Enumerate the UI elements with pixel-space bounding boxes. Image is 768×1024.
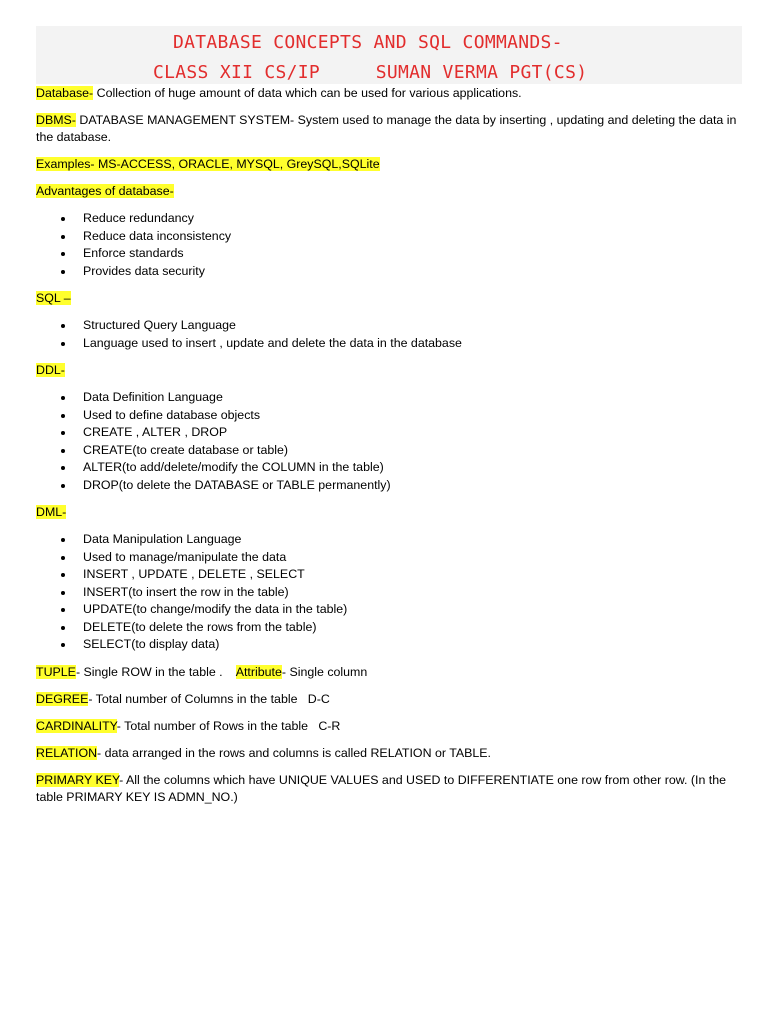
advantages-list-item: Enforce standards <box>36 245 742 263</box>
dml-list-item: Data Manipulation Language <box>36 531 742 549</box>
ddl-heading-line <box>36 362 742 379</box>
ddl-list-item: DROP(to delete the DATABASE or TABLE permanently) <box>36 477 742 495</box>
tuple-text: - Single ROW in the table . <box>75 664 236 679</box>
degree-definition <box>36 691 742 708</box>
dml-list-item: Used to manage/manipulate the data <box>36 549 742 567</box>
dml-list-item: DELETE(to delete the rows from the table) <box>36 619 742 637</box>
sql-heading: SQL – <box>36 291 71 305</box>
database-text: Collection of huge amount of data which can be used for various applications. <box>93 86 522 100</box>
sql-heading-line <box>36 290 742 307</box>
database-term: Database- <box>36 86 94 100</box>
ddl-list-item: Data Definition Language <box>36 389 742 407</box>
attribute-term: Attribute <box>235 664 282 679</box>
degree-text: - Total number of Columns in the table D-C <box>88 691 330 706</box>
cardinality-text: - Total number of Rows in the table C-R <box>116 718 341 733</box>
tuple-definition <box>36 664 742 681</box>
examples-text: Examples- MS-ACCESS, ORACLE, MYSQL, GreySQL,SQLite <box>36 157 380 171</box>
dml-heading: DML- <box>36 505 67 519</box>
relation-text: - data arranged in the rows and columns is called RELATION or TABLE. <box>97 745 491 760</box>
advantages-heading-line <box>36 183 742 200</box>
dml-heading-line <box>36 504 742 521</box>
primary-key-text: - All the columns which have UNIQUE VALUES and USED to DIFFERENTIATE one row from other row. (In the table PRIMARY KEY IS ADMN_NO.) <box>36 772 727 804</box>
ddl-heading: DDL- <box>36 363 65 377</box>
advantages-list-item: Provides data security <box>36 263 742 281</box>
dml-list-item: INSERT , UPDATE , DELETE , SELECT <box>36 566 742 584</box>
cardinality-term: CARDINALITY <box>36 718 117 733</box>
dml-list-item: SELECT(to display data) <box>36 636 742 654</box>
advantages-list-item: Reduce data inconsistency <box>36 228 742 246</box>
relation-definition <box>36 745 742 762</box>
ddl-list-item: ALTER(to add/delete/modify the COLUMN in the table) <box>36 459 742 477</box>
sql-list <box>36 317 742 352</box>
dbms-text: DATABASE MANAGEMENT SYSTEM- System used to manage the data by inserting , updating and deleting the data in the database. <box>36 113 737 144</box>
document-subtitle: CLASS XII CS/IP SUMAN VERMA PGT(CS) <box>153 62 588 83</box>
advantages-list-item: Reduce redundancy <box>36 210 742 228</box>
dbms-definition <box>36 112 742 146</box>
degree-term: DEGREE <box>36 691 89 706</box>
title-band <box>36 26 742 84</box>
primary-key-definition <box>36 772 742 806</box>
advantages-heading: Advantages of database- <box>36 184 174 198</box>
dml-list-item: INSERT(to insert the row in the table) <box>36 584 742 602</box>
cardinality-definition <box>36 718 742 735</box>
ddl-list-item: CREATE(to create database or table) <box>36 442 742 460</box>
ddl-list <box>36 389 742 494</box>
document-body <box>36 85 742 816</box>
primary-key-term: PRIMARY KEY <box>36 772 120 787</box>
dbms-term: DBMS- <box>36 113 76 127</box>
dml-list <box>36 531 742 654</box>
ddl-list-item: CREATE , ALTER , DROP <box>36 424 742 442</box>
relation-term: RELATION <box>36 745 98 760</box>
advantages-list <box>36 210 742 280</box>
dml-list-item: UPDATE(to change/modify the data in the table) <box>36 601 742 619</box>
document-title: DATABASE CONCEPTS AND SQL COMMANDS- <box>173 32 563 53</box>
ddl-list-item: Used to define database objects <box>36 407 742 425</box>
attribute-text: - Single column <box>281 664 368 679</box>
sql-list-item: Language used to insert , update and delete the data in the database <box>36 335 742 353</box>
database-definition <box>36 85 742 102</box>
sql-list-item: Structured Query Language <box>36 317 742 335</box>
tuple-term: TUPLE <box>36 664 76 679</box>
examples-line <box>36 156 742 173</box>
